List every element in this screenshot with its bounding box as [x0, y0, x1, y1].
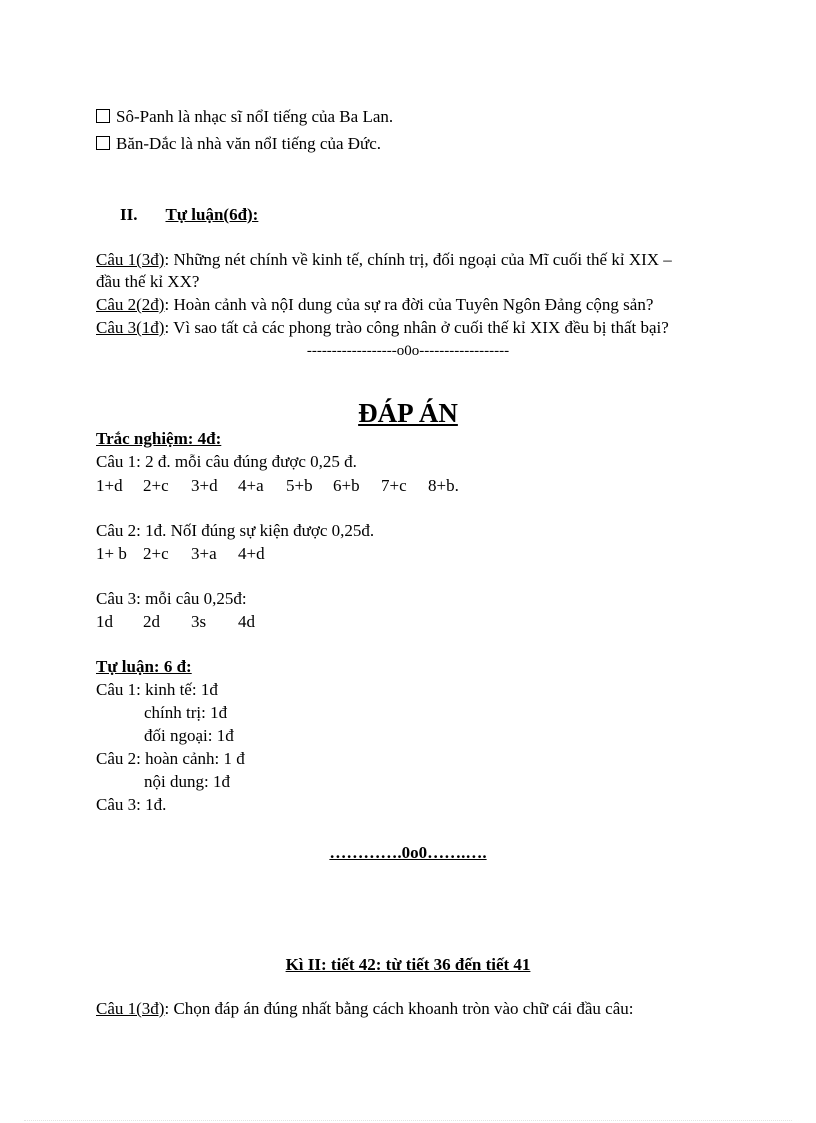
answer-item: 2d — [143, 612, 160, 631]
question-text: : Những nét chính về kinh tế, chính trị, đối ngoại của Mĩ cuối thế kỉ XIX – — [164, 250, 672, 269]
section-title: Tự luận(6đ): — [165, 205, 259, 224]
question-text: : Hoàn cảnh và nộI dung của sự ra đời của Tuyên Ngôn Đảng cộng sản? — [164, 295, 654, 314]
answer-item: 4+a — [238, 476, 264, 495]
answer-item: 8+b. — [428, 476, 459, 495]
option-text: Băn-Dắc là nhà văn nổI tiếng của Đức. — [116, 134, 382, 153]
final-question — [96, 998, 633, 1020]
answer-item: 6+b — [333, 476, 360, 495]
mcq-q3-line: Câu 3: mỗi câu 0,25đ: — [96, 589, 247, 608]
answer-item: 4+d — [238, 544, 265, 563]
answer-item: 3+a — [191, 544, 217, 563]
answer-item: 4d — [238, 612, 255, 631]
mcq-q2-line: Câu 2: 1đ. NốI đúng sự kiện được 0,25đ. — [96, 521, 375, 540]
answer-item: 3s — [191, 612, 207, 631]
question-text: : Chọn đáp án đúng nhất bằng cách khoanh tròn vào chữ cái đầu câu: — [164, 999, 634, 1018]
answer-item: 3+d — [191, 476, 218, 495]
answer-item: 2+c — [143, 476, 169, 495]
answer-item: 2+c — [143, 544, 169, 563]
question-text: : Vì sao tất cả các phong trào công nhân ở cuối thế kỉ XIX đều bị thất bại? — [164, 318, 669, 337]
question-label: Câu 1(3đ) — [96, 999, 165, 1018]
checkbox[interactable] — [96, 109, 110, 123]
mcq-q1-line: Câu 1: 2 đ. mỗi câu đúng được 0,25 đ. — [96, 452, 357, 471]
answer-item: 5+b — [286, 476, 313, 495]
essay-line: Câu 1: kinh tế: 1đ — [96, 680, 218, 699]
separator: ------------------o0o------------------ — [306, 343, 510, 359]
question-3 — [96, 317, 669, 339]
essay-line: Câu 2: hoàn cảnh: 1 đ — [96, 749, 245, 768]
question-label: Câu 2(2đ) — [96, 295, 165, 314]
term-title: Kì II: tiết 42: từ tiết 36 đến tiết 41 — [285, 955, 531, 974]
question-label: Câu 3(1đ) — [96, 318, 165, 337]
answer-item: 1d — [96, 612, 113, 631]
separator: ………….0o0…….…. — [329, 843, 487, 862]
essay-line: nội dung: 1đ — [144, 772, 230, 791]
question-2 — [96, 294, 653, 316]
mcq-heading: Trắc nghiệm: 4đ: — [96, 429, 222, 448]
essay-line: Câu 3: 1đ. — [96, 795, 167, 814]
mcq-q2-answers — [96, 543, 265, 565]
mcq-q3-answers — [96, 611, 255, 633]
page-bottom-border — [24, 1120, 792, 1121]
checkbox[interactable] — [96, 136, 110, 150]
question-1 — [96, 249, 672, 271]
option-text: Sô-Panh là nhạc sĩ nổI tiếng của Ba Lan. — [116, 107, 394, 126]
section-numeral: II. — [120, 205, 138, 224]
question-label: Câu 1(3đ) — [96, 250, 165, 269]
essay-heading: Tự luận: 6 đ: — [96, 657, 192, 676]
section-heading — [120, 204, 258, 226]
option-row — [96, 133, 381, 155]
essay-line: đối ngoại: 1đ — [144, 726, 234, 745]
option-row — [96, 106, 393, 128]
essay-line: chính trị: 1đ — [144, 703, 228, 722]
question-1-continued: đầu thế kỉ XX? — [96, 272, 200, 291]
answer-item: 1+d — [96, 476, 123, 495]
answer-item: 7+c — [381, 476, 407, 495]
answer-title: ĐÁP ÁN — [358, 398, 458, 428]
answer-item: 1+ b — [96, 544, 127, 563]
mcq-q1-answers — [96, 475, 459, 497]
